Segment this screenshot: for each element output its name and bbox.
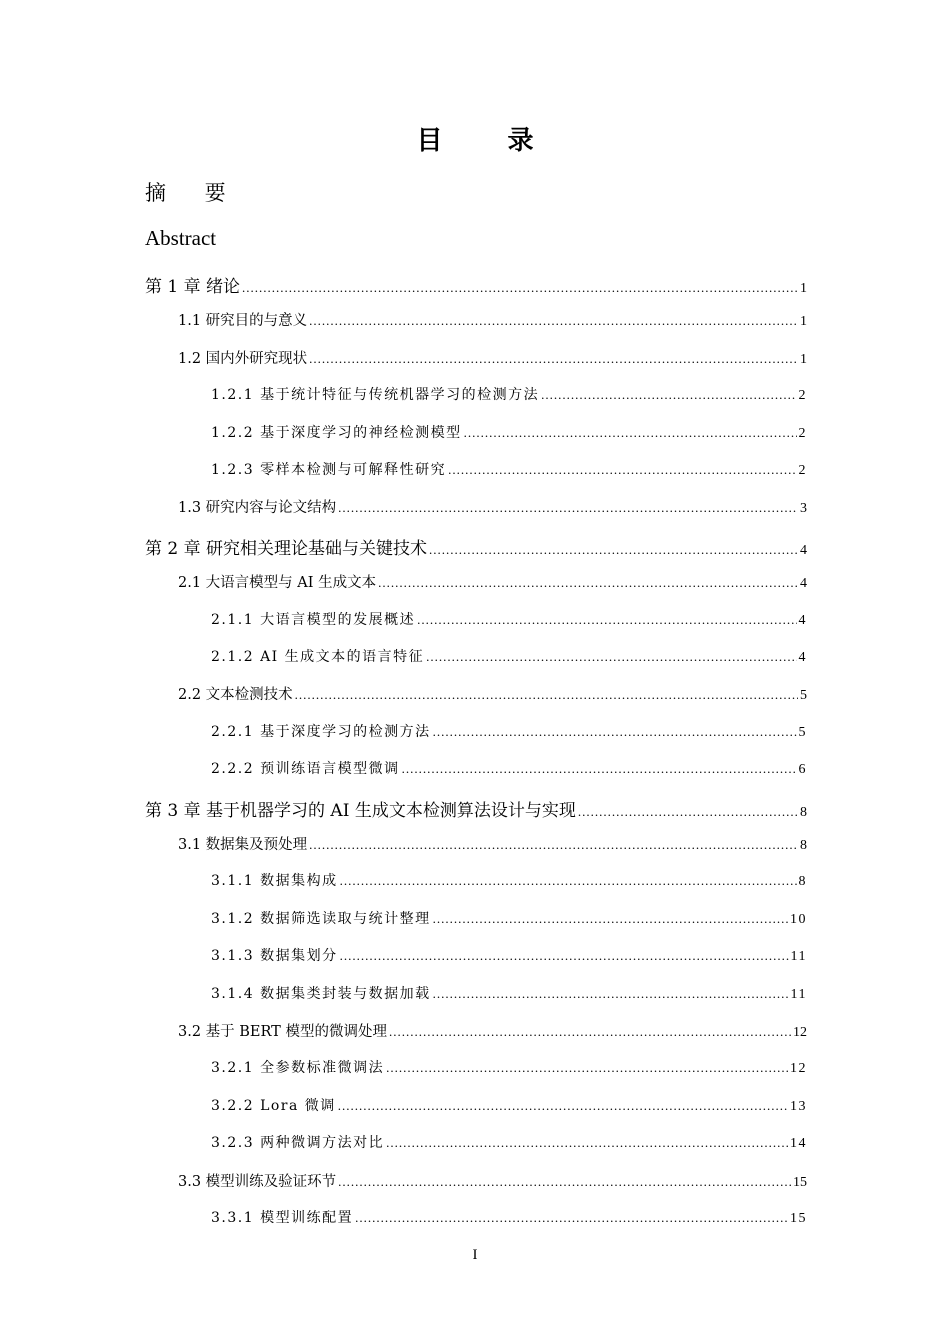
- toc-entry[interactable]: [211, 983, 807, 1009]
- toc-leader-dots: [386, 1060, 788, 1076]
- toc-entry-label: 3.2 基于 BERT 模型的微调处理: [178, 1024, 387, 1040]
- toc-entry[interactable]: [178, 1170, 807, 1196]
- toc-entry-page: 15: [793, 1174, 807, 1190]
- toc-entry-label: 3.2.2 Lora 微调: [211, 1097, 336, 1114]
- toc-leader-dots: [340, 948, 789, 964]
- toc-entry-page: 4: [798, 650, 807, 665]
- toc-entry[interactable]: [211, 870, 807, 896]
- toc-leader-dots: [378, 575, 798, 591]
- toc-entry[interactable]: [211, 646, 807, 672]
- toc-entry-page: 8: [800, 804, 807, 820]
- toc-entry-page: 1: [800, 351, 807, 367]
- toc-entry-page: 4: [800, 542, 807, 558]
- toc-entry[interactable]: [211, 1057, 807, 1083]
- toc-entry-page: 15: [790, 1211, 807, 1226]
- toc-entry[interactable]: [178, 833, 807, 859]
- abstract-en-heading[interactable]: Abstract: [145, 226, 217, 250]
- toc-leader-dots: [295, 687, 798, 703]
- toc-entry-label: 2.2 文本检测技术: [178, 687, 293, 704]
- toc-entry[interactable]: [211, 721, 807, 747]
- toc-entry-page: 13: [790, 1098, 807, 1114]
- toc-entry[interactable]: [211, 1207, 807, 1233]
- toc-leader-dots: [433, 911, 788, 927]
- toc-entry-page: 6: [798, 762, 807, 778]
- toc-entry[interactable]: [178, 496, 807, 522]
- toc-leader-dots: [386, 1135, 788, 1151]
- toc-entry-label: 第 3 章 基于机器学习的 AI 生成文本检测算法设计与实现: [145, 800, 576, 821]
- toc-leader-dots: [242, 280, 798, 296]
- toc-entry[interactable]: [178, 683, 807, 709]
- toc-leader-dots: [417, 612, 796, 628]
- toc-entry-page: 8: [800, 838, 807, 853]
- toc-entry-page: 5: [800, 688, 807, 704]
- toc-entry-label: 2.1 大语言模型与 AI 生成文本: [178, 575, 377, 592]
- toc-entry[interactable]: [145, 272, 807, 298]
- toc-entry-page: 2: [798, 463, 807, 478]
- toc-leader-dots: [309, 837, 798, 853]
- toc-entry-label: 3.2.3 两种微调方法对比: [211, 1135, 385, 1152]
- toc-entry-label: 1.1 研究目的与意义: [178, 313, 308, 330]
- toc-entry-label: 3.3.1 模型训练配置: [211, 1210, 354, 1226]
- toc-entry-label: 3.1.4 数据集类封装与数据加载: [211, 985, 431, 1002]
- toc-entry-label: 第 2 章 研究相关理论基础与关键技术: [145, 538, 428, 559]
- toc-entry-label: 1.2.3 零样本检测与可解释性研究: [211, 462, 447, 478]
- toc-leader-dots: [433, 986, 789, 1002]
- toc-entry-page: 12: [793, 1025, 807, 1040]
- abstract-zh-heading[interactable]: 摘 要: [145, 181, 242, 205]
- toc-leader-dots: [429, 542, 798, 558]
- toc-leader-dots: [338, 1098, 788, 1114]
- toc-entry-page: 5: [798, 724, 807, 740]
- toc-entry-page: 3: [800, 501, 807, 517]
- toc-entry-page: 11: [790, 949, 807, 965]
- toc-leader-dots: [355, 1210, 788, 1226]
- toc-entry[interactable]: [178, 309, 807, 335]
- toc-entry[interactable]: [211, 609, 807, 635]
- toc-entry-page: 14: [790, 1136, 807, 1152]
- toc-leader-dots: [389, 1024, 791, 1040]
- toc-entry[interactable]: [211, 459, 807, 485]
- toc-entry[interactable]: [178, 571, 807, 597]
- toc-entry-label: 2.1.1 大语言模型的发展概述: [211, 611, 416, 628]
- toc-entry-page: 11: [790, 986, 807, 1002]
- toc-leader-dots: [340, 873, 797, 889]
- toc-entry-label: 1.2 国内外研究现状: [178, 350, 308, 367]
- toc-leader-dots: [448, 462, 796, 478]
- toc-entry[interactable]: [145, 796, 807, 822]
- toc-entry[interactable]: [211, 422, 807, 448]
- toc-entry-label: 3.3 模型训练及验证环节: [178, 1173, 337, 1190]
- toc-entry-page: 4: [800, 576, 807, 592]
- toc-entry-page: 10: [790, 911, 807, 927]
- toc-entry-label: 第 1 章 绪论: [145, 277, 241, 297]
- toc-entry[interactable]: [211, 758, 807, 784]
- toc-leader-dots: [541, 387, 796, 403]
- toc-entry-label: 2.1.2 AI 生成文本的语言特征: [211, 649, 425, 665]
- toc-entry-label: 2.2.2 预训练语言模型微调: [211, 761, 400, 778]
- toc-entry-page: 4: [798, 612, 807, 628]
- toc-entry-page: 2: [798, 388, 807, 404]
- toc-entry[interactable]: [178, 1020, 807, 1046]
- toc-entry-page: 1: [800, 314, 807, 330]
- toc-entry[interactable]: [211, 908, 807, 934]
- toc-entry-label: 2.2.1 基于深度学习的检测方法: [211, 723, 431, 740]
- toc-leader-dots: [464, 425, 797, 441]
- toc-entry-label: 1.3 研究内容与论文结构: [178, 500, 337, 517]
- toc-entry[interactable]: [145, 534, 807, 560]
- toc-entry-label: 3.1.2 数据筛选读取与统计整理: [211, 910, 431, 927]
- toc-entry-page: 12: [790, 1061, 807, 1077]
- toc-entry[interactable]: [211, 1095, 807, 1121]
- toc-entry-label: 1.2.2 基于深度学习的神经检测模型: [211, 424, 462, 441]
- toc-entry[interactable]: [178, 347, 807, 373]
- page-title: 目 录: [416, 126, 562, 156]
- toc-entry-label: 3.2.1 全参数标准微调法: [211, 1060, 385, 1077]
- toc-leader-dots: [578, 804, 798, 820]
- toc-entry-label: 3.1.3 数据集划分: [211, 948, 338, 965]
- toc-entry[interactable]: [211, 1132, 807, 1158]
- toc-entry-page: 1: [800, 281, 807, 296]
- toc-leader-dots: [338, 1174, 791, 1190]
- toc-entry[interactable]: [211, 384, 807, 410]
- toc-entry[interactable]: [211, 945, 807, 971]
- page-number-footer: I: [472, 1247, 478, 1263]
- toc-entry-page: 2: [798, 425, 807, 441]
- toc-leader-dots: [433, 724, 797, 740]
- toc-entry-label: 1.2.1 基于统计特征与传统机器学习的检测方法: [211, 387, 540, 404]
- toc-leader-dots: [309, 351, 798, 367]
- toc-leader-dots: [309, 313, 798, 329]
- toc-leader-dots: [402, 761, 797, 777]
- toc-leader-dots: [338, 500, 798, 516]
- toc-entry-label: 3.1 数据集及预处理: [178, 837, 308, 853]
- toc-entry-label: 3.1.1 数据集构成: [211, 873, 338, 890]
- toc-leader-dots: [426, 649, 796, 665]
- toc-entry-page: 8: [798, 874, 807, 890]
